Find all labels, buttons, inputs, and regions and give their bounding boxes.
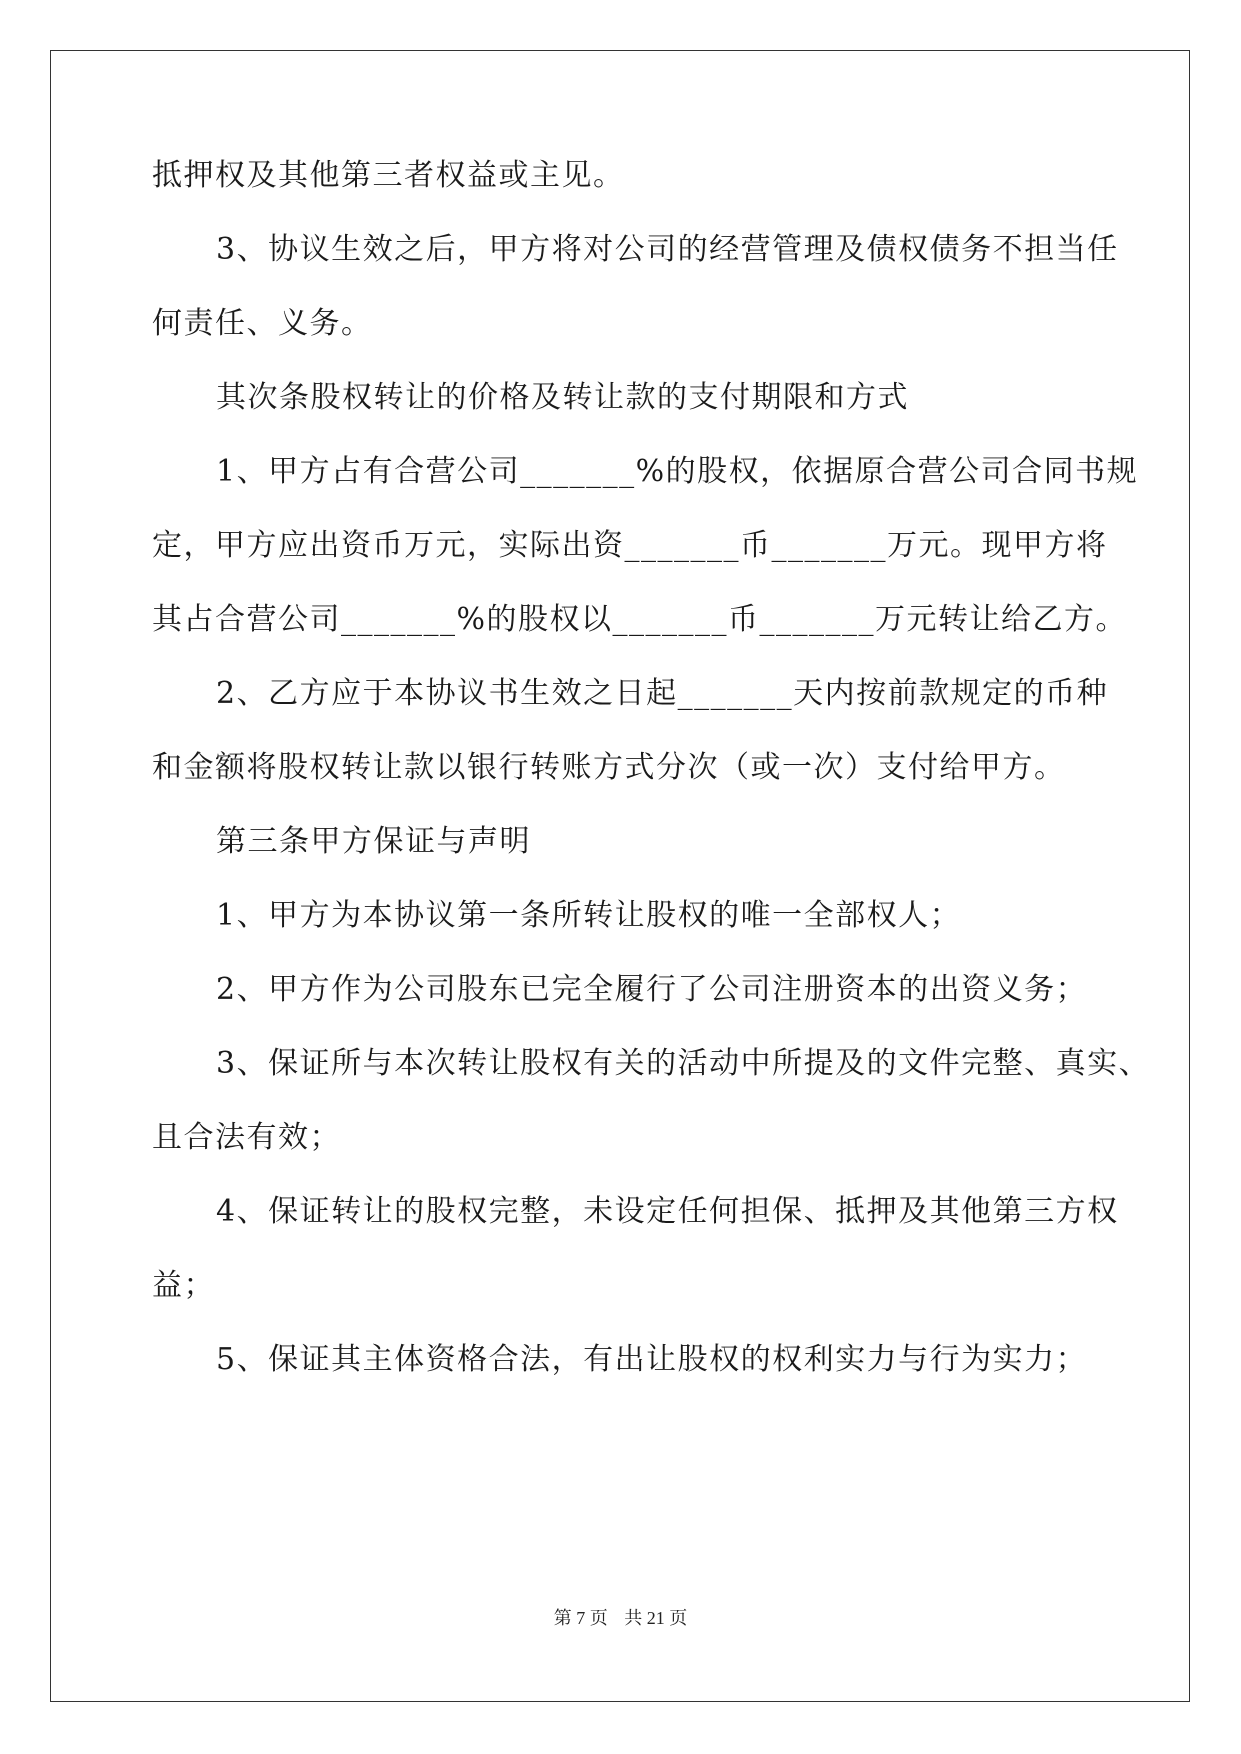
text-line: 2、甲方作为公司股东已完全履行了公司注册资本的出资义务； bbox=[216, 972, 1088, 1007]
text-line: 3、保证所与本次转让股权有关的活动中所提及的文件完整、真实、 bbox=[216, 1046, 1151, 1081]
page-footer bbox=[0, 1606, 1241, 1630]
text-line: 定，甲方应出资币万元，实际出资_______币_______万元。现甲方将 bbox=[152, 528, 1108, 563]
total-pages: 共 21 页 bbox=[624, 1608, 688, 1628]
text-line: 和金额将股权转让款以银行转账方式分次（或一次）支付给甲方。 bbox=[152, 750, 1066, 785]
text-line: 抵押权及其他第三者权益或主见。 bbox=[152, 158, 625, 193]
section-heading: 第三条甲方保证与声明 bbox=[216, 824, 531, 859]
text-line: 2、乙方应于本协议书生效之日起_______天内按前款规定的币种 bbox=[216, 676, 1109, 711]
page-border bbox=[50, 50, 1190, 1702]
section-heading: 其次条股权转让的价格及转让款的支付期限和方式 bbox=[216, 380, 909, 415]
text-line: 4、保证转让的股权完整，未设定任何担保、抵押及其他第三方权 bbox=[216, 1194, 1119, 1229]
text-line: 益； bbox=[152, 1268, 215, 1303]
text-line: 1、甲方为本协议第一条所转让股权的唯一全部权人； bbox=[216, 898, 962, 933]
text-line: 3、协议生效之后，甲方将对公司的经营管理及债权债务不担当任 bbox=[216, 232, 1119, 267]
text-line: 5、保证其主体资格合法，有出让股权的权利实力与行为实力； bbox=[216, 1342, 1088, 1377]
page-number: 第 7 页 bbox=[553, 1608, 608, 1628]
text-line: 其占合营公司_______%的股权以_______币_______万元转让给乙方。 bbox=[152, 602, 1128, 637]
text-line: 1、甲方占有合营公司_______%的股权，依据原合营公司合同书规 bbox=[216, 454, 1139, 489]
text-line: 且合法有效； bbox=[152, 1120, 341, 1155]
text-line: 何责任、义务。 bbox=[152, 306, 373, 341]
